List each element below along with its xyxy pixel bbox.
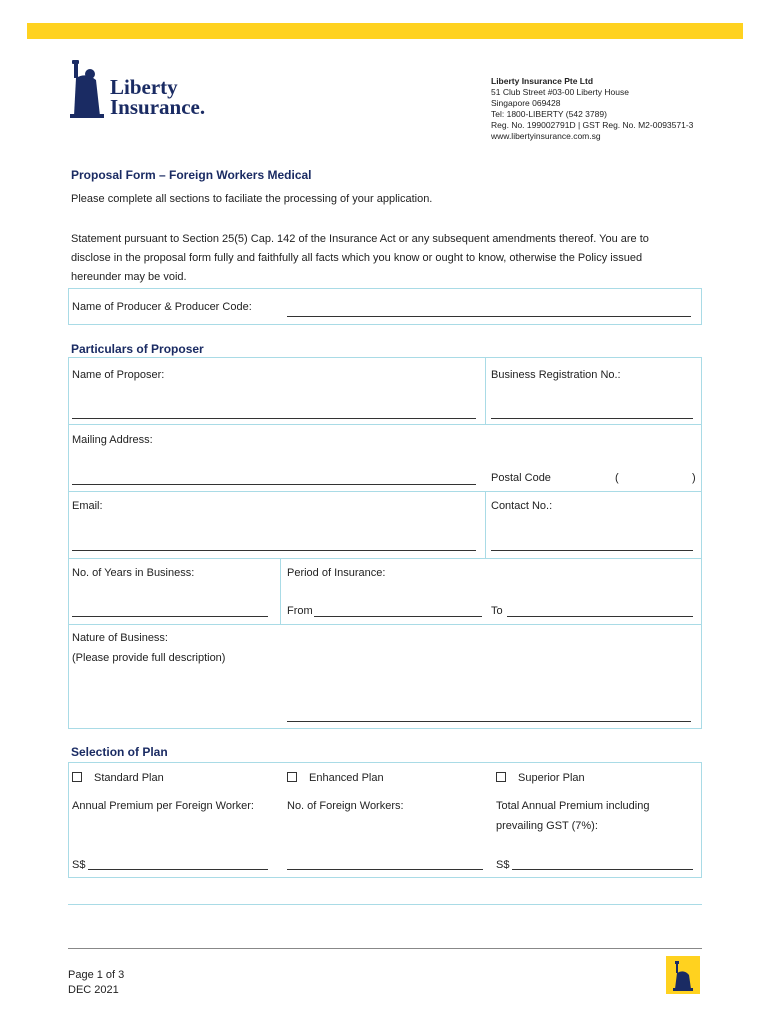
years-in-business-field[interactable]	[72, 616, 268, 617]
period-from-field[interactable]	[314, 616, 482, 617]
footer-divider	[68, 948, 702, 949]
total-currency: S$	[496, 859, 510, 871]
page-number: Page 1 of 3	[68, 969, 125, 981]
proposer-name-field[interactable]	[72, 418, 476, 419]
enhanced-plan-checkbox[interactable]	[287, 772, 297, 782]
period-to-field[interactable]	[507, 616, 693, 617]
divider	[68, 904, 702, 905]
proposer-box	[68, 357, 702, 729]
standard-plan-label: Standard Plan	[94, 772, 164, 784]
period-to-label: To	[491, 605, 503, 617]
divider	[68, 624, 702, 625]
nature-of-business-hint: (Please provide full description)	[72, 652, 226, 664]
postal-open-paren: (	[615, 472, 619, 484]
total-premium-field[interactable]	[512, 869, 693, 870]
postal-code-label: Postal Code	[491, 472, 551, 484]
brn-field[interactable]	[491, 418, 693, 419]
brand-line-1: Liberty	[110, 75, 178, 99]
divider	[485, 491, 486, 558]
divider	[280, 558, 281, 624]
standard-plan-checkbox[interactable]	[72, 772, 82, 782]
email-label: Email:	[72, 500, 103, 512]
statement-line-2: disclose in the proposal form fully and faithfully all facts which you know or ought to know, otherwise the Policy issued	[71, 252, 643, 264]
revision-date: DEC 2021	[68, 984, 119, 996]
plan-section-title: Selection of Plan	[71, 745, 168, 759]
producer-field[interactable]	[287, 316, 691, 317]
statement-line-3: hereunder may be void.	[71, 271, 187, 283]
brand-line-2: Insurance.	[110, 95, 206, 119]
contact-field[interactable]	[491, 550, 693, 551]
period-label: Period of Insurance:	[287, 567, 386, 579]
total-premium-label-2: prevailing GST (7%):	[496, 820, 598, 832]
nature-of-business-label: Nature of Business:	[72, 632, 168, 644]
company-reg: Reg. No. 199002791D | GST Reg. No. M2-0093571-3	[491, 120, 694, 130]
liberty-badge-icon	[666, 956, 700, 994]
mailing-address-label: Mailing Address:	[72, 434, 153, 446]
years-in-business-label: No. of Years in Business:	[72, 567, 195, 579]
divider	[68, 491, 702, 492]
company-address-block	[491, 76, 693, 142]
foreign-workers-label: No. of Foreign Workers:	[287, 800, 404, 812]
producer-label: Name of Producer & Producer Code:	[72, 301, 252, 313]
enhanced-plan-label: Enhanced Plan	[309, 772, 384, 784]
mailing-address-field[interactable]	[72, 484, 476, 485]
postal-close-paren: )	[692, 472, 696, 484]
annual-premium-field[interactable]	[88, 869, 268, 870]
contact-label: Contact No.:	[491, 500, 553, 512]
foreign-workers-field[interactable]	[287, 869, 483, 870]
company-tel: Tel: 1800-LIBERTY (542 3789)	[491, 109, 607, 119]
brand-wordmark	[110, 77, 205, 117]
divider	[485, 357, 486, 424]
email-field[interactable]	[72, 550, 476, 551]
form-instruction: Please complete all sections to faciliate the processing of your application.	[71, 193, 433, 205]
divider	[68, 558, 702, 559]
premium-currency: S$	[72, 859, 86, 871]
company-name: Liberty Insurance Pte Ltd	[491, 76, 594, 86]
form-title: Proposal Form – Foreign Workers Medical	[71, 168, 312, 182]
footer	[68, 968, 124, 998]
period-from-label: From	[287, 605, 313, 617]
divider	[68, 424, 702, 425]
annual-premium-label: Annual Premium per Foreign Worker:	[72, 800, 254, 812]
statement-line-1: Statement pursuant to Section 25(5) Cap. 142 of the Insurance Act or any subsequent amendments thereof. You are to	[71, 233, 649, 245]
nature-of-business-field[interactable]	[287, 721, 691, 722]
superior-plan-checkbox[interactable]	[496, 772, 506, 782]
total-premium-label-1: Total Annual Premium including	[496, 800, 650, 812]
brn-label: Business Registration No.:	[491, 369, 621, 381]
company-website[interactable]: www.libertyinsurance.com.sg	[491, 131, 601, 141]
company-city: Singapore 069428	[491, 98, 561, 108]
company-street: 51 Club Street #03-00 Liberty House	[491, 87, 629, 97]
statue-icon	[666, 956, 700, 994]
proposer-section-title: Particulars of Proposer	[71, 342, 204, 356]
proposer-name-label: Name of Proposer:	[72, 369, 165, 381]
top-accent-bar	[27, 23, 743, 39]
superior-plan-label: Superior Plan	[518, 772, 585, 784]
